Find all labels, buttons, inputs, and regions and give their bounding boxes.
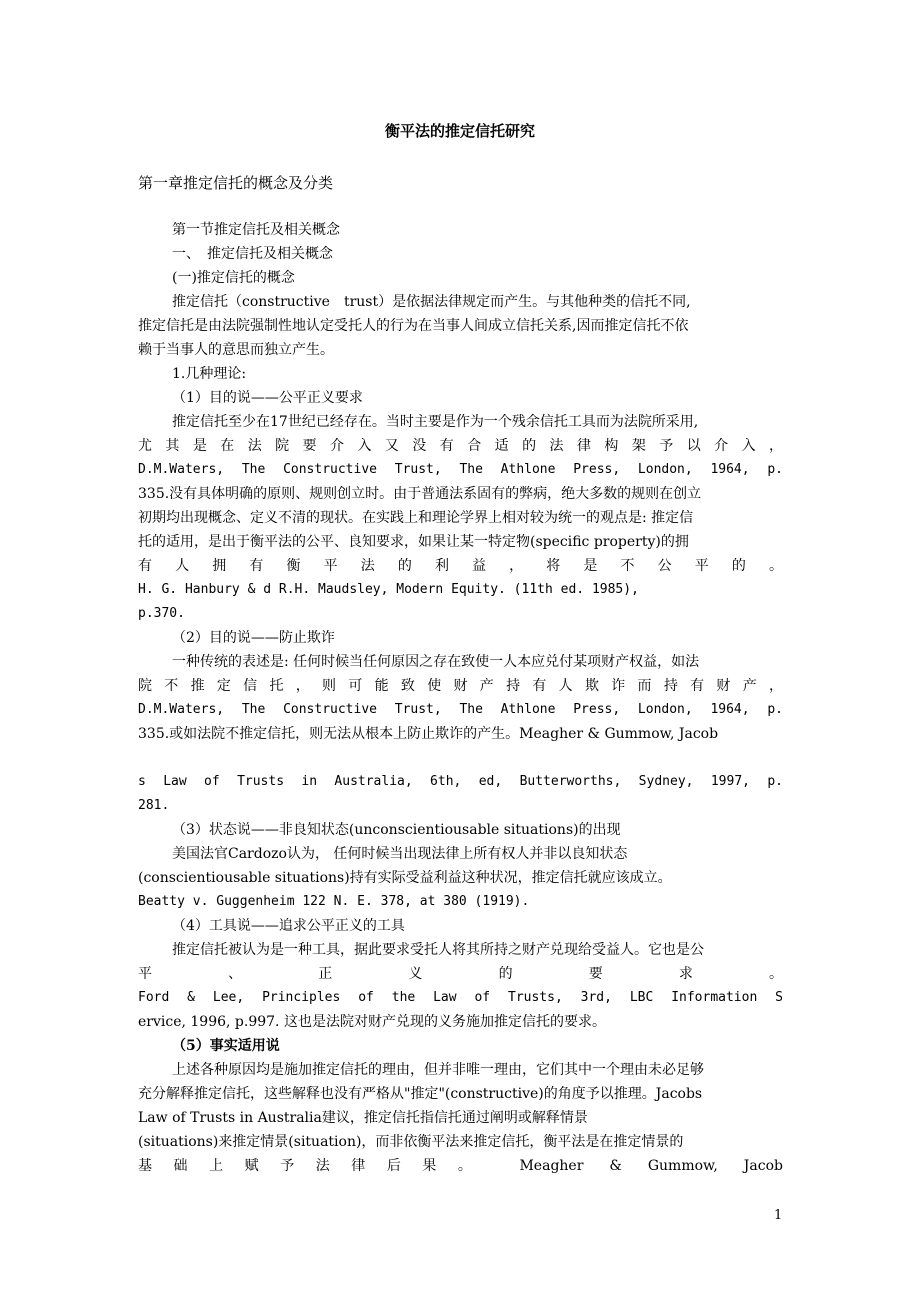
paragraph-line: 推定信托至少在17世纪已经存在。当时主要是作为一个残余信托工具而为法院所采用,: [172, 414, 699, 430]
paragraph-line: 美国法官Cardozo认为， 任何时候当出现法律上所有权人并非以良知状态: [172, 846, 628, 862]
paragraph-line: 335.或如法院不推定信托，则无法从根本上防止欺诈的产生。Meagher & Gummow, Jacob: [138, 726, 719, 742]
paragraph-line: 尤其是在法院要介入又没有合适的法律构架予以介入，: [138, 438, 783, 454]
page-number: 1: [774, 1208, 783, 1223]
paragraph-line: 初期均出现概念、定义不清的现状。在实践上和理论学界上相对较为统一的观点是: 推定信: [138, 510, 694, 526]
document-body: [138, 218, 783, 1178]
theory-heading: （3）状态说——非良知状态(unconscientiousable situations)的出现: [172, 822, 621, 838]
section-heading: 第一节推定信托及相关概念: [172, 222, 340, 238]
paragraph-line: 平、正义的要求。: [138, 966, 783, 982]
list-heading: 1.几种理论:: [172, 366, 247, 382]
chapter-heading: 第一章推定信托的概念及分类: [138, 174, 334, 192]
paragraph-line: (conscientiousable situations)持有实际受益利益这种状况，推定信托就应该成立。: [138, 870, 672, 886]
citation-line: H. G. Hanbury & d R.H. Maudsley, Modern Equity. (11th ed. 1985),: [138, 582, 639, 597]
citation-line: Ford & Lee, Principles of the Law of Trusts, 3rd, LBC Information S: [138, 990, 783, 1005]
paragraph-line: 托的适用，是出于衡平法的公平、良知要求，如果让某一特定物(specific property)的拥: [138, 534, 689, 550]
paragraph-line: 有人拥有衡平法的利益，将是不公平的。: [138, 558, 783, 574]
theory-heading: （2）目的说——防止欺诈: [172, 630, 335, 646]
citation-line: Beatty v. Guggenheim 122 N. E. 378, at 380 (1919).: [138, 894, 530, 909]
paragraph-line: 推定信托（constructive trust）是依据法律规定而产生。与其他种类的信托不同,: [172, 294, 691, 310]
paragraph-line: 基础上赋予法律后果。 Meagher & Gummow, Jacob: [138, 1158, 783, 1174]
paragraph-line: (situations)来推定情景(situation)，而非依衡平法来推定信托，衡平法是在推定情景的: [138, 1134, 684, 1150]
citation-line: p.370.: [138, 606, 185, 621]
paragraph-line: 院不推定信托，则可能致使财产持有人欺诈而持有财产，: [138, 678, 783, 694]
paragraph-line: 335.没有具体明确的原则、规则创立时。由于普通法系固有的弊病，绝大多数的规则在创立: [138, 486, 702, 502]
theory-heading: （5）事实适用说: [172, 1038, 280, 1054]
citation-line: s Law of Trusts in Australia, 6th, ed, Butterworths, Sydney, 1997, p.: [138, 774, 783, 789]
paragraph-line: Law of Trusts in Australia建议，推定信托指信托通过阐明或解释情景: [138, 1110, 588, 1126]
paragraph-line: 一种传统的表述是: 任何时候当任何原因之存在致使一人本应兑付某项财产权益，如法: [172, 654, 700, 670]
blank-line: [138, 746, 783, 770]
citation-line: D.M.Waters, The Constructive Trust, The Athlone Press, London, 1964, p.: [138, 462, 783, 477]
paragraph-line: 推定信托被认为是一种工具，据此要求受托人将其所持之财产兑现给受益人。它也是公: [172, 942, 704, 958]
theory-heading: （4）工具说——追求公平正义的工具: [172, 918, 405, 934]
paragraph-line: 充分解释推定信托，这些解释也没有严格从"推定"(constructive)的角度予以推理。Jacobs: [138, 1086, 703, 1102]
theory-heading: （1）目的说——公平正义要求: [172, 390, 363, 406]
paragraph-line: 赖于当事人的意思而独立产生。: [138, 342, 334, 358]
citation-line: 281.: [138, 798, 170, 813]
paragraph-line: ervice, 1996, p.997. 这也是法院对财产兑现的义务施加推定信托的要求。: [138, 1014, 606, 1030]
document-title: 衡平法的推定信托研究: [384, 122, 535, 140]
paragraph-line: 推定信托是由法院强制性地认定受托人的行为在当事人间成立信托关系,因而推定信托不依: [138, 318, 689, 334]
paragraph-line: 上述各种原因均是施加推定信托的理由，但并非唯一理由，它们其中一个理由未必足够: [172, 1062, 704, 1078]
subsection-heading: 一、 推定信托及相关概念: [172, 246, 333, 262]
citation-line: D.M.Waters, The Constructive Trust, The Athlone Press, London, 1964, p.: [138, 702, 783, 717]
subsection-heading: (一)推定信托的概念: [172, 270, 295, 286]
